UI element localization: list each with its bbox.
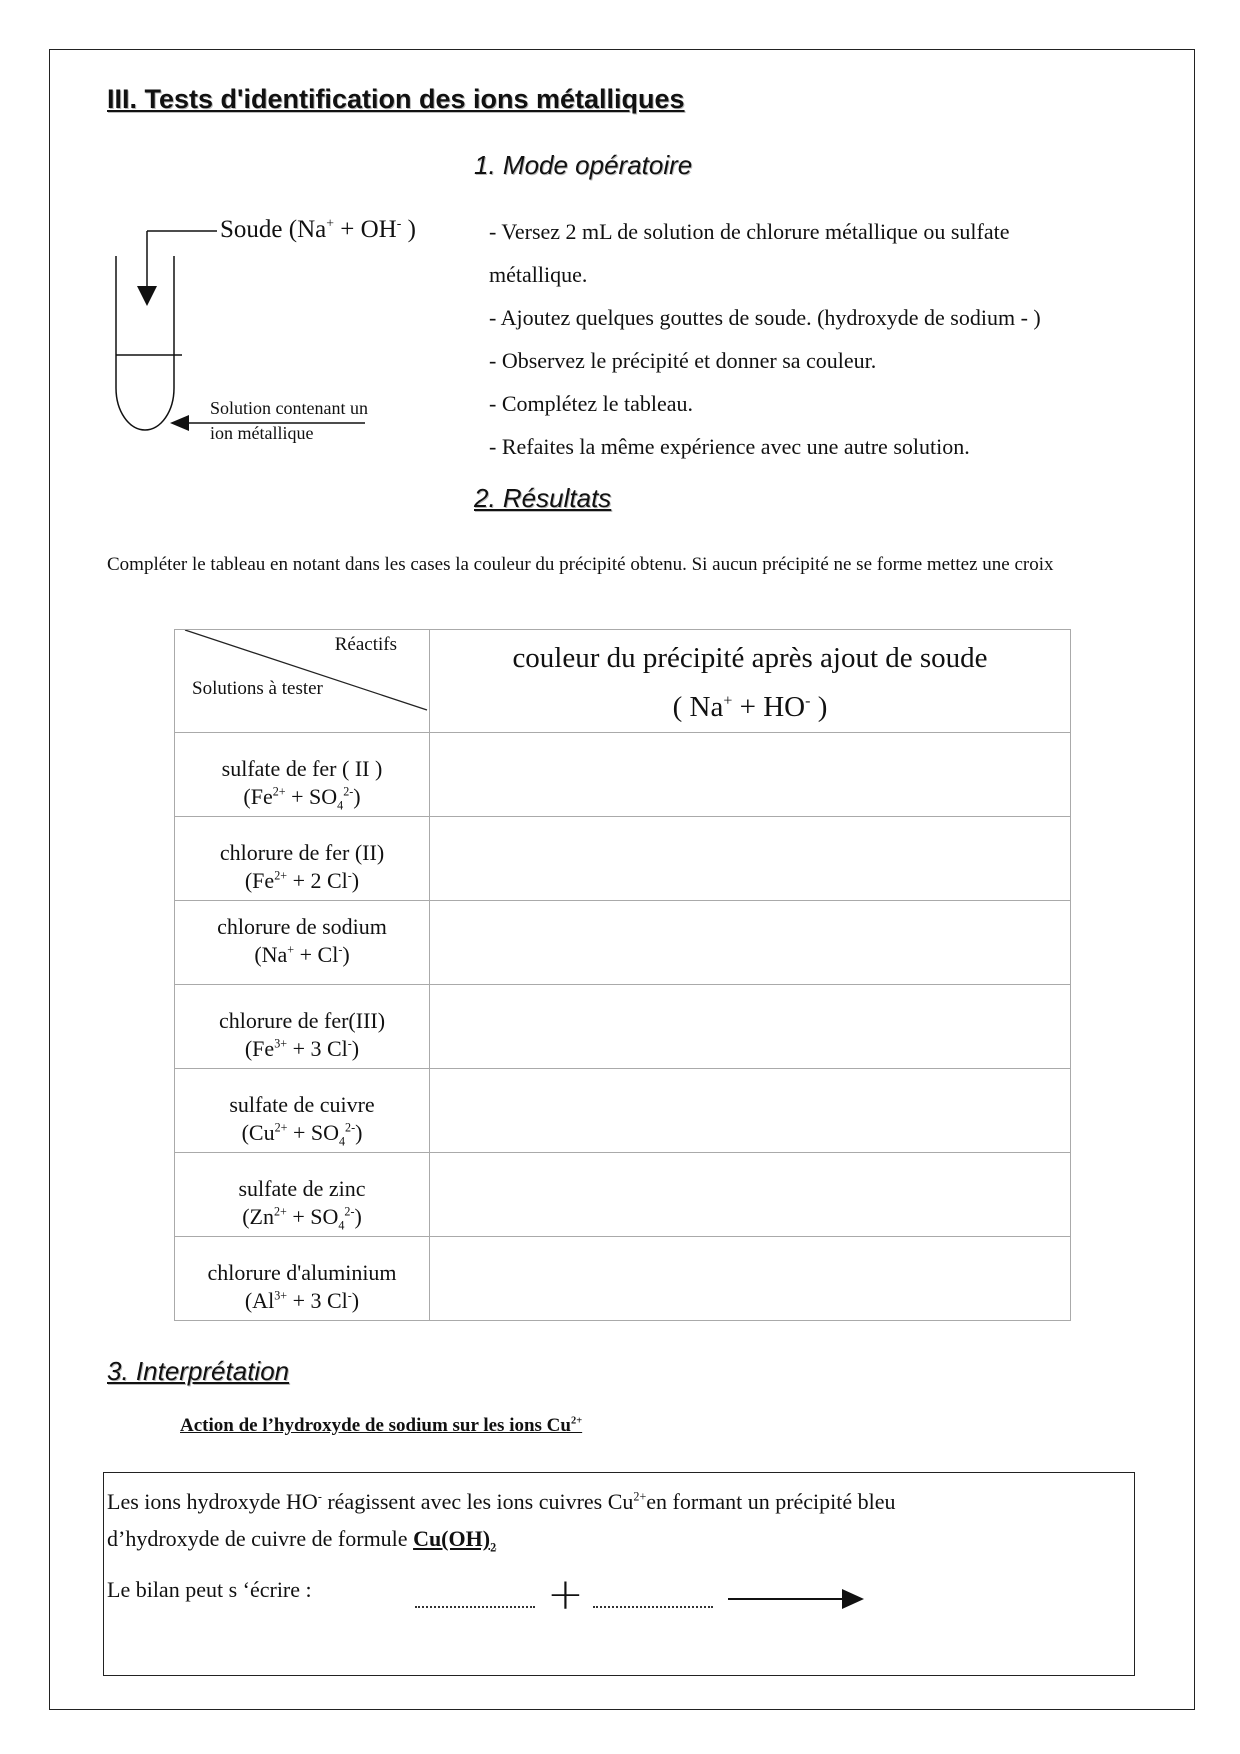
- resultats-title: 2. Résultats: [474, 483, 612, 513]
- table-row: [175, 1237, 1071, 1321]
- solution-cell: chlorure de fer(III) ($Fe^{3+} + 3$ Cl-): [175, 985, 430, 1069]
- solution-cell: sulfate de fer ( II ) $(Fe^{2+} + SO_4^{2-})$: [175, 733, 430, 817]
- interpretation-title: 3. Interprétation: [107, 1356, 290, 1386]
- reactant-blank-1[interactable]: [415, 1606, 535, 1608]
- solution-cell: sulfate de zinc $(Zn^{2+} + SO_4^{2-})$: [175, 1153, 430, 1237]
- answer-cell[interactable]: [430, 901, 1071, 985]
- reaction-arrow-icon: [728, 1588, 868, 1610]
- interpretation-text: Les ions hydroxyde HO- réagissent avec les ions cuivres $Cu^{2+}en$ formant un précipité bleu d’hydroxyde de cuivre de formule $Cu(OH)_2$: [107, 1489, 896, 1555]
- table-row: [175, 985, 1071, 1069]
- step-line: - Ajoutez quelques gouttes de soude. (hydroxyde de sodium - ): [489, 305, 1041, 330]
- header-line1: couleur du précipité après ajout de soude: [512, 642, 988, 674]
- solution-cell: chlorure d'aluminium ($Al^{3+} + 3$ Cl-): [175, 1237, 430, 1321]
- answer-cell[interactable]: [430, 1237, 1071, 1321]
- answer-cell[interactable]: [430, 733, 1071, 817]
- answer-cell[interactable]: [430, 985, 1071, 1069]
- step-line: - Versez 2 mL de solution de chlorure métallique ou sulfate: [489, 219, 1010, 244]
- step-line: métallique.: [489, 262, 588, 287]
- corner-solutions: Solutions à tester: [192, 678, 323, 699]
- action-title: Action de l’hydroxyde de sodium sur les ions $Cu^{2+}$: [180, 1415, 583, 1436]
- step-line: - Observez le précipité et donner sa couleur.: [489, 348, 877, 373]
- step-line: - Refaites la même expérience avec une autre solution.: [489, 434, 970, 459]
- header-precipitate-color: [430, 630, 1071, 733]
- solution-cell: chlorure de fer (II) ($Fe^{2+} + 2$ Cl-): [175, 817, 430, 901]
- procedure-steps: [489, 210, 1149, 468]
- header-line2: ( Na+ + HO- ): [672, 691, 828, 723]
- answer-cell[interactable]: [430, 1153, 1071, 1237]
- corner-reactifs: Réactifs: [334, 634, 397, 655]
- solution-label: Solution contenant un ion métallique: [210, 398, 368, 443]
- test-tube: [116, 256, 182, 430]
- table-row: [175, 901, 1071, 985]
- solution-cell: sulfate de cuivre $(Cu^{2+} + SO_4^{2-})$: [175, 1069, 430, 1153]
- results-table: [174, 629, 1071, 1321]
- table-row: [175, 817, 1071, 901]
- step-line: - Complétez le tableau.: [489, 391, 694, 416]
- answer-cell[interactable]: [430, 817, 1071, 901]
- solution-cell: chlorure de sodium (Na+ + Cl-): [175, 901, 430, 985]
- section-title: III. Tests d'identification des ions métalliques: [107, 84, 685, 114]
- copper-hydroxide-formula: $Cu(OH)_2$: [413, 1526, 497, 1555]
- soude-label: Soude (Na+ + OH- ): [220, 215, 416, 243]
- bilan-label: Le bilan peut s ‘écrire :: [107, 1577, 312, 1602]
- plus-sign: +: [547, 1569, 584, 1620]
- corner-cell: [175, 630, 430, 733]
- table-row: [175, 1069, 1071, 1153]
- instructions: Compléter le tableau en notant dans les cases la couleur du précipité obtenu. Si aucun précipité ne se forme mettez une croix: [107, 554, 1054, 575]
- table-row: [175, 1153, 1071, 1237]
- answer-cell[interactable]: [430, 1069, 1071, 1153]
- reactant-blank-2[interactable]: [593, 1606, 713, 1608]
- soude-arrow: [137, 231, 217, 306]
- table-header-row: [175, 630, 1071, 733]
- mode-operatoire-title: 1. Mode opératoire: [474, 150, 693, 180]
- table-row: [175, 733, 1071, 817]
